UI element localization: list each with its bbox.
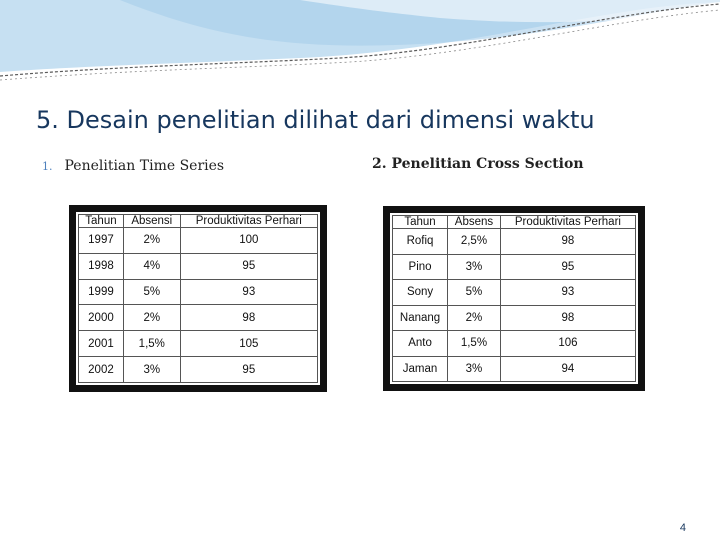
table-cell: 2002 xyxy=(79,357,124,383)
header-wave-decoration xyxy=(0,0,720,100)
column-header: Produktivitas Perhari xyxy=(180,215,317,228)
table-cell: 93 xyxy=(180,279,317,305)
table-cell: 95 xyxy=(500,254,635,280)
table-cell: Pino xyxy=(393,254,448,280)
subheading-cross-section: 2. Penelitian Cross Section xyxy=(372,156,584,172)
table-cell: 98 xyxy=(180,305,317,331)
table-row xyxy=(393,280,636,306)
table-cell: 2% xyxy=(123,228,180,254)
table-cell: Rofiq xyxy=(393,229,448,255)
table-cell: 3% xyxy=(123,357,180,383)
table-header-row xyxy=(79,215,318,228)
table-cell: 94 xyxy=(500,356,635,382)
table-cell: 105 xyxy=(180,331,317,357)
table-cell: 5% xyxy=(448,280,501,306)
table-row xyxy=(79,228,318,254)
subheading-label: Penelitian Time Series xyxy=(64,158,225,174)
table-cell: 1997 xyxy=(79,228,124,254)
table-cell: 1,5% xyxy=(123,331,180,357)
table-cell: 5% xyxy=(123,279,180,305)
page-number: 4 xyxy=(679,522,686,534)
table-cell: 3% xyxy=(448,356,501,382)
cross-section-table xyxy=(392,215,636,382)
table-cell: 1,5% xyxy=(448,331,501,357)
column-header: Absensi xyxy=(123,215,180,228)
table-header-row xyxy=(393,216,636,229)
table-row xyxy=(79,331,318,357)
table-row xyxy=(393,229,636,255)
table-cell: 2,5% xyxy=(448,229,501,255)
table-row xyxy=(393,254,636,280)
table-row xyxy=(393,356,636,382)
cross-section-table-frame xyxy=(383,206,645,391)
table-cell: Jaman xyxy=(393,356,448,382)
table-row xyxy=(79,253,318,279)
table-cell: 95 xyxy=(180,357,317,383)
table-cell: 3% xyxy=(448,254,501,280)
slide-title: 5. Desain penelitian dilihat dari dimensi waktu xyxy=(36,106,595,134)
table-cell: 95 xyxy=(180,253,317,279)
column-header: Produktivitas Perhari xyxy=(500,216,635,229)
table-cell: 1999 xyxy=(79,279,124,305)
table-cell: Anto xyxy=(393,331,448,357)
column-header: Tahun xyxy=(79,215,124,228)
table-row xyxy=(393,331,636,357)
table-cell: 98 xyxy=(500,305,635,331)
table-cell: 2000 xyxy=(79,305,124,331)
list-number: 1. xyxy=(42,160,53,173)
time-series-table xyxy=(78,214,318,383)
table-cell: 2001 xyxy=(79,331,124,357)
table-cell: 2% xyxy=(448,305,501,331)
table-row xyxy=(79,305,318,331)
table-cell: Nanang xyxy=(393,305,448,331)
table-cell: 106 xyxy=(500,331,635,357)
time-series-table-frame xyxy=(69,205,327,392)
table-row xyxy=(79,279,318,305)
table-row xyxy=(79,357,318,383)
table-cell: 100 xyxy=(180,228,317,254)
table-cell: Sony xyxy=(393,280,448,306)
column-header: Tahun xyxy=(393,216,448,229)
table-row xyxy=(393,305,636,331)
table-cell: 98 xyxy=(500,229,635,255)
column-header: Absens xyxy=(448,216,501,229)
table-cell: 2% xyxy=(123,305,180,331)
table-cell: 1998 xyxy=(79,253,124,279)
subheading-time-series xyxy=(42,158,224,174)
table-cell: 4% xyxy=(123,253,180,279)
table-cell: 93 xyxy=(500,280,635,306)
